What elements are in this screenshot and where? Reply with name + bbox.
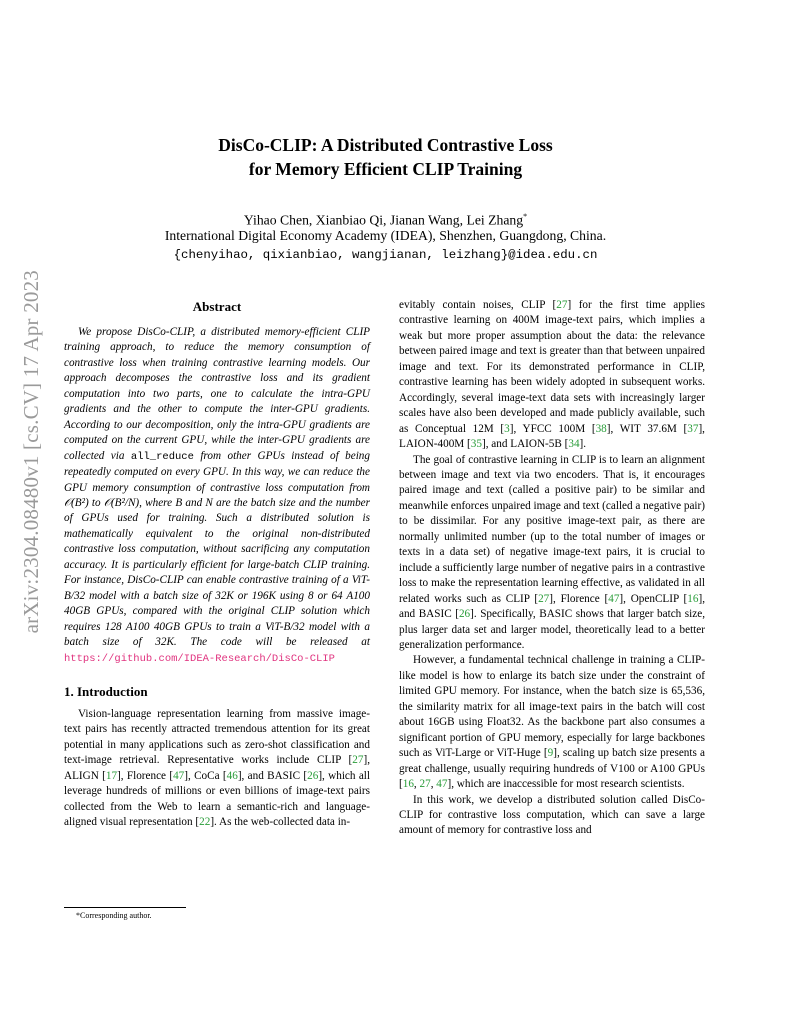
code-all-reduce: all_reduce	[130, 450, 194, 463]
abstract-paragraph: We propose DisCo-CLIP, a distributed memory-efficient CLIP training approach, to reduce the memory consumption of contrastive loss when training contrastive learning models. Our approach decomposes the contrastive loss and its gradient computation into two parts, one to calculate the intra-GPU gradients and the other to compute the inter-GPU gradients. According to our decomposition, only the intra-GPU gradients are computed on the current GPU, while the inter-GPU gradients are collected via all_reduce from other GPUs instead of being repeatedly computed on every GPU. In this way, we can reduce the GPU memory consumption of contrastive loss computation from 𝒪(B²) to 𝒪(B²/N), where B and N are the batch size and the number of GPUs used for training. Such a distributed solution is mathematically equivalent to the original non-distributed contrastive loss computation, without sacrificing any computation accuracy. It is particularly efficient for large-batch CLIP training. For instance, DisCo-CLIP can enable contrastive training of a ViT-B/32 model with a batch size of 32K or 196K using 8 or 64 A100 40GB GPUs, compared with the original CLIP solution which requires 128 A100 40GB GPUs to train a ViT-B/32 model with a batch size of 32K. The code will be released at https://github.com/IDEA-Research/DisCo-CLIP	[64, 326, 370, 665]
right-column	[399, 298, 705, 839]
body-paragraph: The goal of contrastive learning in CLIP is to learn an alignment between image and text via two encoders. That is, it encourages paired image and text (called a positive pair) to be similar and meanwhile enforces unpaired image and text (called a negative pair) to be dissimilar. For any positive image-text pair, as there are normally unlimited number (up to the total number of images or texts in a data set) of negative image-text pairs, it is crucial to include a sufficiently large number of negative pairs in a contrastive loss to make the representation learning effective, as validated in all related works such as CLIP [27], Florence [47], OpenCLIP [16], and BASIC [26]. Specifically, BASIC shows that larger batch size, plus larger data set and larger model, theoretically lead to a better generalization performance.	[399, 453, 705, 651]
citation-link[interactable]: 22	[199, 816, 211, 829]
citation-link[interactable]: 27	[538, 592, 550, 605]
body-paragraph: However, a fundamental technical challenge in training a CLIP-like model is how to enlarge its batch size under the constraint of limited GPU memory. For instance, when the batch size is 65,536, the similarity matrix for all image-text pairs in the batch will cost about 16GB using Float32. As the backbone part also consumes a significant portion of GPU memory, especially for large backbones such as ViT-Large or ViT-Huge [9], scaling up batch size presents a great challenge, usually requiring hundreds of V100 or A100 GPUs [16, 27, 47], which are inaccessible for most research scientists.	[399, 654, 705, 791]
citation-link[interactable]: 27	[352, 754, 364, 767]
citation-link[interactable]: 34	[568, 438, 580, 451]
affiliation: International Digital Economy Academy (IDEA), Shenzhen, Guangdong, China.	[164, 228, 607, 243]
author-names: Yihao Chen, Xianbiao Qi, Jianan Wang, Lei Zhang	[243, 212, 524, 228]
footnote-divider	[64, 907, 186, 908]
citation-link[interactable]: 16	[687, 592, 699, 605]
intro-paragraph: Vision-language representation learning from massive image-text pairs has recently attracted tremendous attention for its great potential in many applications such as zero-shot classification and text-image retrieval. Representative works include CLIP [27], ALIGN [17], Florence [47], CoCa [46], and BASIC [26], which all leverage hundreds of millions or even billions of image-text pairs collected from the Web to learn a semantic-rich and language-aligned visual representation [22]. As the web-collected data in-	[64, 707, 370, 829]
github-link[interactable]: https://github.com/IDEA-Research/DisCo-CLIP	[64, 652, 335, 665]
citation-link[interactable]: 47	[608, 592, 620, 605]
citation-link[interactable]: 9	[547, 747, 554, 760]
citation-link[interactable]: 26	[307, 769, 319, 782]
arxiv-identifier: arXiv:2304.08480v1 [cs.CV] 17 Apr 2023	[19, 270, 43, 634]
author-emails: {chenyihao, qixianbiao, wangjianan, leizhang}@idea.edu.cn	[173, 248, 598, 262]
citation-link[interactable]: 27	[419, 778, 431, 791]
citation-link[interactable]: 26	[458, 608, 471, 621]
title-line-1: DisCo-CLIP: A Distributed Contrastive Loss	[218, 135, 553, 155]
corresponding-mark: *	[523, 212, 528, 221]
abstract-section	[64, 298, 370, 667]
footnote: *Corresponding author.	[76, 911, 152, 920]
body-paragraph: In this work, we develop a distributed solution called DisCo-CLIP for contrastive loss computation, which can save a large amount of memory for contrastive loss and	[399, 793, 705, 837]
citation-link[interactable]: 35	[470, 438, 482, 451]
citation-link[interactable]: 46	[226, 769, 238, 782]
citation-link[interactable]: 47	[436, 778, 448, 791]
abstract-heading: Abstract	[192, 299, 242, 314]
citation-link[interactable]: 37	[687, 422, 699, 435]
citation-link[interactable]: 17	[105, 769, 118, 782]
paper-title	[120, 133, 651, 181]
left-column	[64, 298, 370, 831]
citation-link[interactable]: 3	[504, 422, 510, 435]
body-paragraph: evitably contain noises, CLIP [27] for the first time applies contrastive learning on 400M image-text pairs, which implies a weak but more proper assumption about the data: the relevance between paired image and text is greater than that between unpaired image and text. For its demonstrated performance in CLIP, contrastive learning has been widely adopted in subsequent works. Accordingly, several image-text data sets with increasingly larger scales have also been developed and made publicly available, such as Conceptual 12M [3], YFCC 100M [38], WIT 37.6M [37], LAION-400M [35], and LAION-5B [34].	[399, 299, 705, 451]
citation-link[interactable]: 27	[556, 299, 568, 311]
introduction-heading: 1. Introduction	[64, 683, 148, 699]
citation-link[interactable]: 16	[402, 778, 414, 791]
citation-link[interactable]: 47	[173, 769, 185, 782]
citation-link[interactable]: 38	[595, 422, 607, 435]
title-line-2: for Memory Efficient CLIP Training	[248, 159, 523, 179]
